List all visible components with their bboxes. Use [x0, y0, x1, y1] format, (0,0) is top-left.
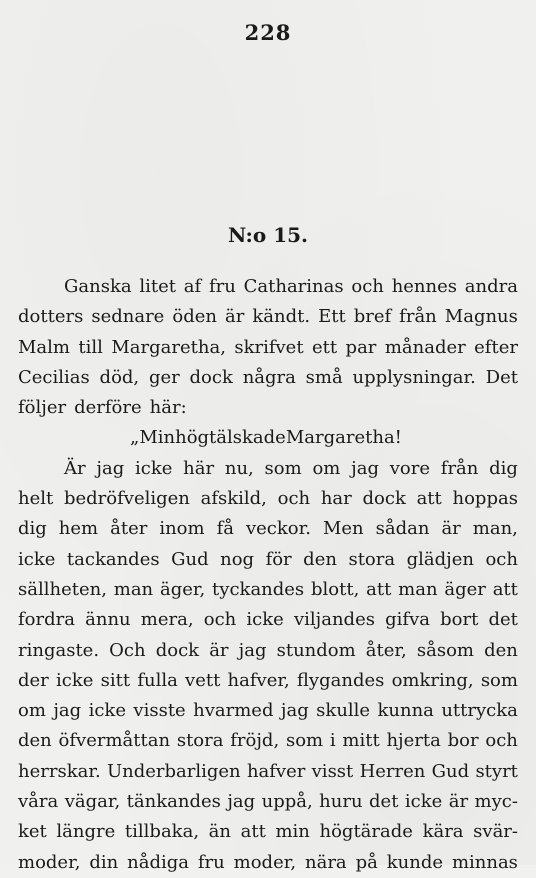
- text-line: sällheten, man äger, tyckandes blott, att man äger att: [18, 578, 518, 600]
- text-line: dig hem åter inom få veckor. Men sådan är man,: [18, 518, 518, 540]
- text-line: ringaste. Och dock är jag stundom åter, såsom den: [18, 639, 518, 661]
- text-line: moder, din nådiga fru moder, nära på kunde minnas: [18, 851, 518, 873]
- text-line: icke tackandes Gud nog för den stora glädjen och: [18, 548, 518, 570]
- text-line: Malm till Margaretha, skrifvet ett par månader efter: [18, 336, 518, 358]
- text-line: Cecilias död, ger dock några små upplysningar. Det: [18, 366, 518, 388]
- text-line: våra vägar, tänkandes jag uppå, huru det icke är myc-: [18, 791, 518, 813]
- text-line: Är jag icke här nu, som om jag vore från dig: [64, 457, 518, 479]
- text-line: fordra ännu mera, och icke viljandes gifva bort det: [18, 609, 518, 631]
- text-line: ket längre tillbaka, än att min högtärade kära svär-: [18, 821, 518, 843]
- text-line: der icke sitt fulla vett hafver, flygandes omkring, som: [18, 669, 518, 691]
- text-line: om jag icke visste hvarmed jag skulle kunna uttrycka: [18, 700, 518, 722]
- text-line: följer derföre här:: [18, 397, 187, 419]
- text-line: dotters sednare öden är kändt. Ett bref från Magnus: [18, 306, 518, 328]
- text-line: herrskar. Underbarligen hafver visst Herren Gud styrt: [18, 760, 518, 782]
- text-line: Ganska litet af fru Catharinas och hennes andra: [64, 276, 518, 297]
- page-number: 228: [244, 20, 292, 45]
- section-title: N:o 15.: [227, 223, 309, 247]
- text-line: helt bedröfveligen afskild, och har dock att hoppas: [18, 488, 518, 510]
- body-text: [18, 272, 518, 878]
- text-line: „Min högt älskade Margaretha!: [130, 427, 402, 449]
- text-line: den öfvermåttan stora fröjd, som i mitt hjerta bor och: [18, 730, 518, 752]
